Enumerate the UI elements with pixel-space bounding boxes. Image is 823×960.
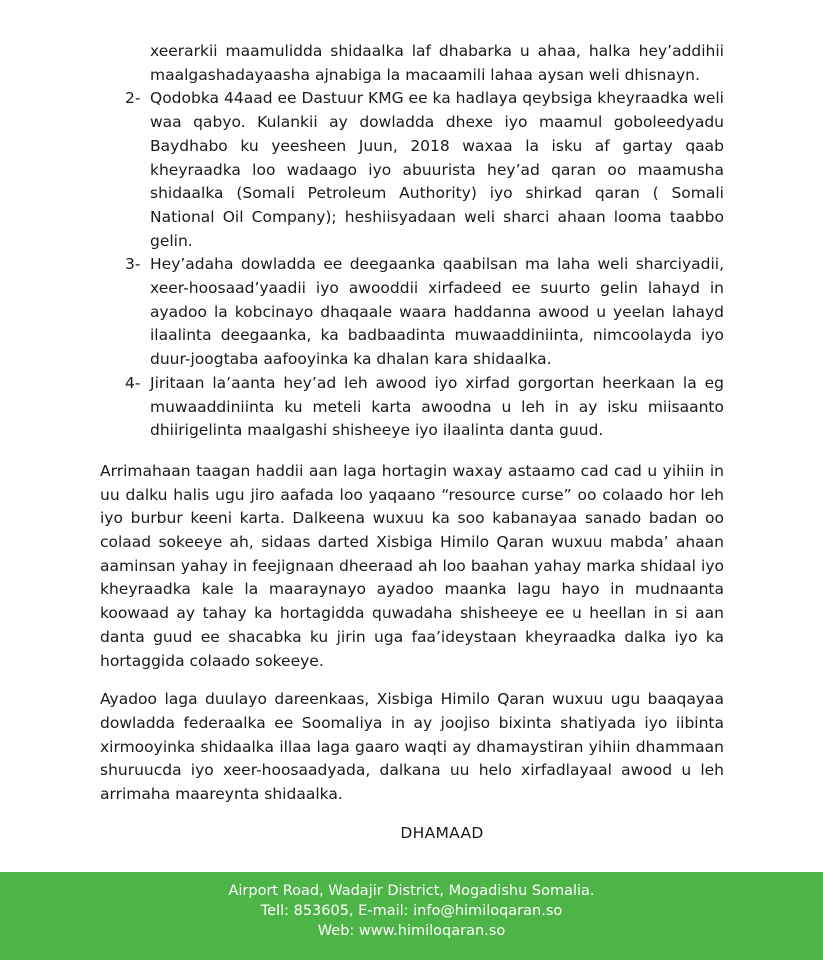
list-number: 4- xyxy=(125,373,141,392)
body-paragraph: Arrimahaan taagan haddii aan laga hortagin waxay astaamo cad cad u yihiin in uu dalku halis ugu jiro aafada loo yaqaano “resource curse” oo colaado hor leh iyo burbur keeni karta. Dalkeena wuxuu ka soo kabanayaa sanado badan oo colaad sokeeye ah, sidaas darted Xisbiga Himilo Qaran wuxuu mabda’ ahaan aaminsan yahay in feejignaan dheeraad ah loo baahan yahay marka shidaal iyo kheyraadka kale la maaraynayo ayadoo maanka lagu hayo in mudnaanta koowaad ay tahay ka hortagidda quwadaha shisheeye ee u heellan in si aan danta guud ee shacabka ku jirin uga faa’ideystaan kheyraadka dalka iyo ka hortaggida colaado sokeeye. xyxy=(100,461,724,670)
closing-text: DHAMAAD xyxy=(400,823,484,842)
list-number: 2- xyxy=(125,89,141,108)
footer-web: Web: www.himiloqaran.so xyxy=(317,923,506,939)
footer-address: Airport Road, Wadajir District, Mogadishu Somalia. xyxy=(228,883,595,899)
list-item xyxy=(100,372,724,443)
footer-contact: Tell: 853605, E-mail: info@himiloqaran.so xyxy=(260,903,563,919)
document-body xyxy=(100,40,724,846)
list-item xyxy=(100,87,724,253)
list-item-text: Qodobka 44aad ee Dastuur KMG ee ka hadlaya qeybsiga kheyraadka weli waa qabyo. Kulankii ay dowladda dhexe iyo maamul goboleedyadu Baydhabo ku yeesheen Juun, 2018 waxaa la isku af gartay qaab kheyraadka loo wadaago iyo abuurista hey’ad qaran oo maamusha shidaalka (Somali Petroleum Authority) iyo shirkad qaran ( Somali National Oil Company); heshiisyadaan weli sharci ahaan looma taabbo gelin. xyxy=(150,89,724,250)
list-number: 3- xyxy=(125,255,141,274)
page-footer xyxy=(0,872,823,960)
list-item xyxy=(100,253,724,372)
list-item-text: Hey’adaha dowladda ee deegaanka qaabilsan ma laha weli sharciyadii, xeer-hoosaad’yaadii iyo awooddii xirfadeed ee suurto gelin lahayd in ayadoo la kobcinayo dhaqaale waara haddanna awood u yeelan lahayd ilaalinta deegaanka, ka badbaadinta muwaaddiniinta, nimcoolayda iyo duur-joogtaba aafooyinka ka dhalan kara shidaalka. xyxy=(150,255,724,369)
list-item-continuation: xeerarkii maamulidda shidaalka laf dhabarka u ahaa, halka hey’addihii maalgashadayaasha ajnabiga la macaamili lahaa aysan weli dhisnayn. xyxy=(150,42,724,84)
body-paragraph: Ayadoo laga duulayo dareenkaas, Xisbiga Himilo Qaran wuxuu ugu baaqayaa dowladda federaalka ee Soomaliya in ay joojiso bixinta shatiyada iyo iibinta xirmooyinka shidaalka illaa laga gaaro waqti ay dhamaystiran yihiin dhammaan shuruucda iyo xeer-hoosaadyada, dalkana uu helo xirfadlayaal awood u leh arrimaha maareynta shidaalka. xyxy=(100,690,724,804)
list-item-text: Jiritaan la’aanta hey’ad leh awood iyo xirfad gorgortan heerkaan la eg muwaaddiniinta ku meteli karta awoodna u leh in ay isku miisaanto dhiirigelinta maalgashi shisheeye iyo ilaalinta danta guud. xyxy=(150,373,724,440)
